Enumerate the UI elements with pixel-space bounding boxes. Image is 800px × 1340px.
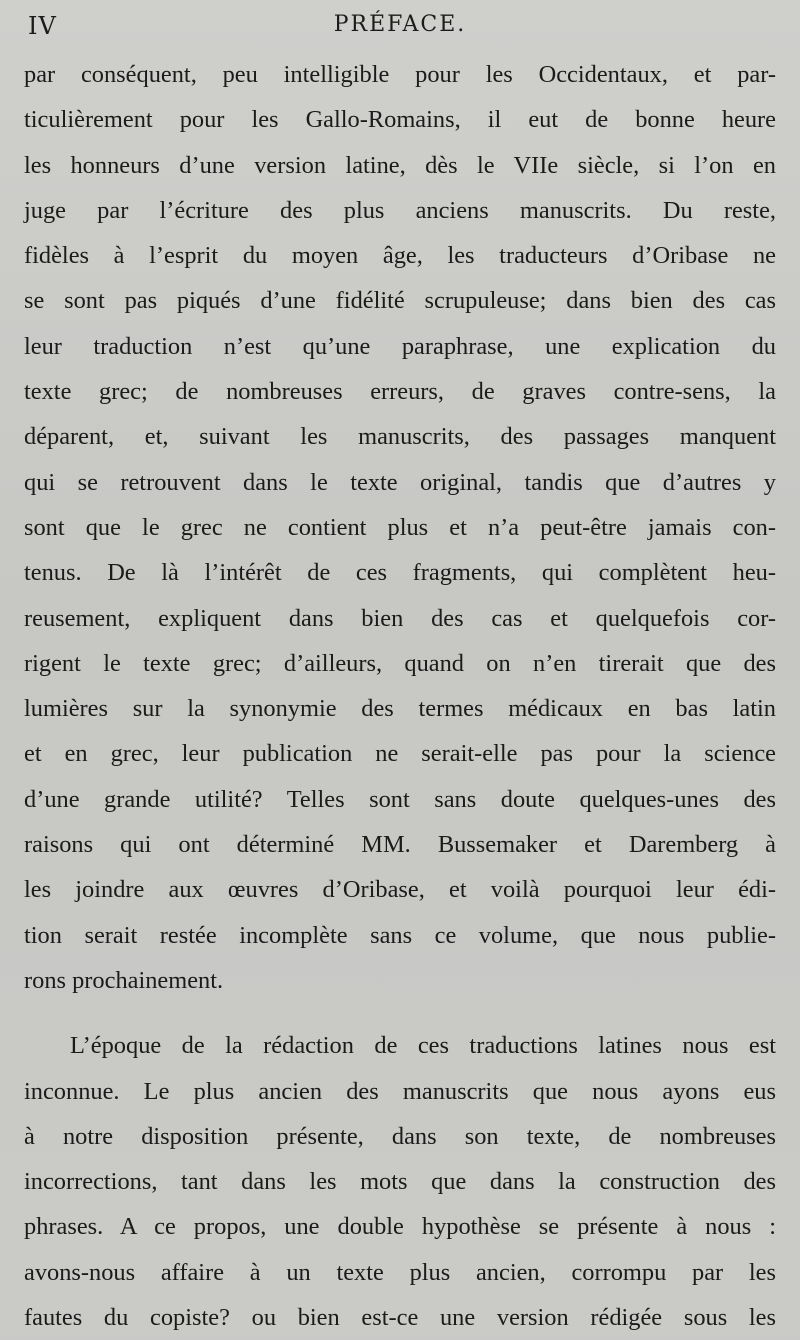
text-line: avons-nous affaire à un texte plus ancien, corrompu par les: [24, 1258, 776, 1286]
text-line: déparent, et, suivant les manuscrits, des passages manquent: [24, 423, 776, 451]
text-line: les honneurs d’une version latine, dès le VIIe siècle, si l’on en: [24, 151, 776, 179]
paragraph-2: [24, 1023, 776, 1340]
text-line: reusement, expliquent dans bien des cas et quelquefois cor-: [24, 604, 776, 632]
text-line: lumières sur la synonymie des termes médicaux en bas latin: [24, 695, 776, 723]
text-line: rigent le texte grec; d’ailleurs, quand on n’en tirerait que des: [24, 649, 776, 677]
text-line: qui se retrouvent dans le texte original, tandis que d’autres y: [24, 468, 776, 496]
text-line: leur traduction n’est qu’une paraphrase, une explication du: [24, 332, 776, 360]
text-line: tion serait restée incomplète sans ce volume, que nous publie-: [24, 921, 776, 949]
text-line: texte grec; de nombreuses erreurs, de graves contre-sens, la: [24, 378, 776, 406]
paragraph-gap: [24, 1003, 776, 1023]
body-text: [24, 52, 776, 1340]
text-line: par conséquent, peu intelligible pour les Occidentaux, et par-: [24, 61, 776, 88]
text-line: phrases. A ce propos, une double hypothèse se présente à nous :: [24, 1213, 776, 1241]
text-line: fidèles à l’esprit du moyen âge, les traducteurs d’Oribase ne: [24, 242, 776, 270]
text-line: juge par l’écriture des plus anciens manuscrits. Du reste,: [24, 196, 776, 224]
text-line: inconnue. Le plus ancien des manuscrits que nous ayons eus: [24, 1077, 776, 1105]
text-line: d’une grande utilité? Telles sont sans doute quelques-unes des: [24, 785, 776, 813]
text-line: raisons qui ont déterminé MM. Bussemaker et Daremberg à: [24, 831, 776, 859]
text-line: tenus. De là l’intérêt de ces fragments, qui complètent heu-: [24, 559, 776, 587]
text-line: se sont pas piqués d’une fidélité scrupuleuse; dans bien des cas: [24, 287, 776, 315]
text-line: à notre disposition présente, dans son texte, de nombreuses: [24, 1122, 776, 1150]
text-line: et en grec, leur publication ne serait-elle pas pour la science: [24, 740, 776, 768]
paragraph-1: [24, 52, 776, 1003]
text-line: rons prochainement.: [24, 966, 224, 994]
text-line: fautes du copiste? ou bien est-ce une version rédigée sous les: [24, 1304, 776, 1332]
page-number: IV: [28, 12, 57, 40]
text-line: sont que le grec ne contient plus et n’a peut-être jamais con-: [24, 513, 776, 541]
running-title: PRÉFACE.: [333, 12, 467, 37]
page-header: [0, 12, 800, 46]
text-line: incorrections, tant dans les mots que dans la construction des: [24, 1168, 776, 1196]
text-line: ticulièrement pour les Gallo-Romains, il eut de bonne heure: [24, 106, 776, 134]
text-line: les joindre aux œuvres d’Oribase, et voilà pourquoi leur édi-: [24, 876, 776, 904]
text-line: L’époque de la rédaction de ces traductions latines nous est: [70, 1032, 776, 1060]
